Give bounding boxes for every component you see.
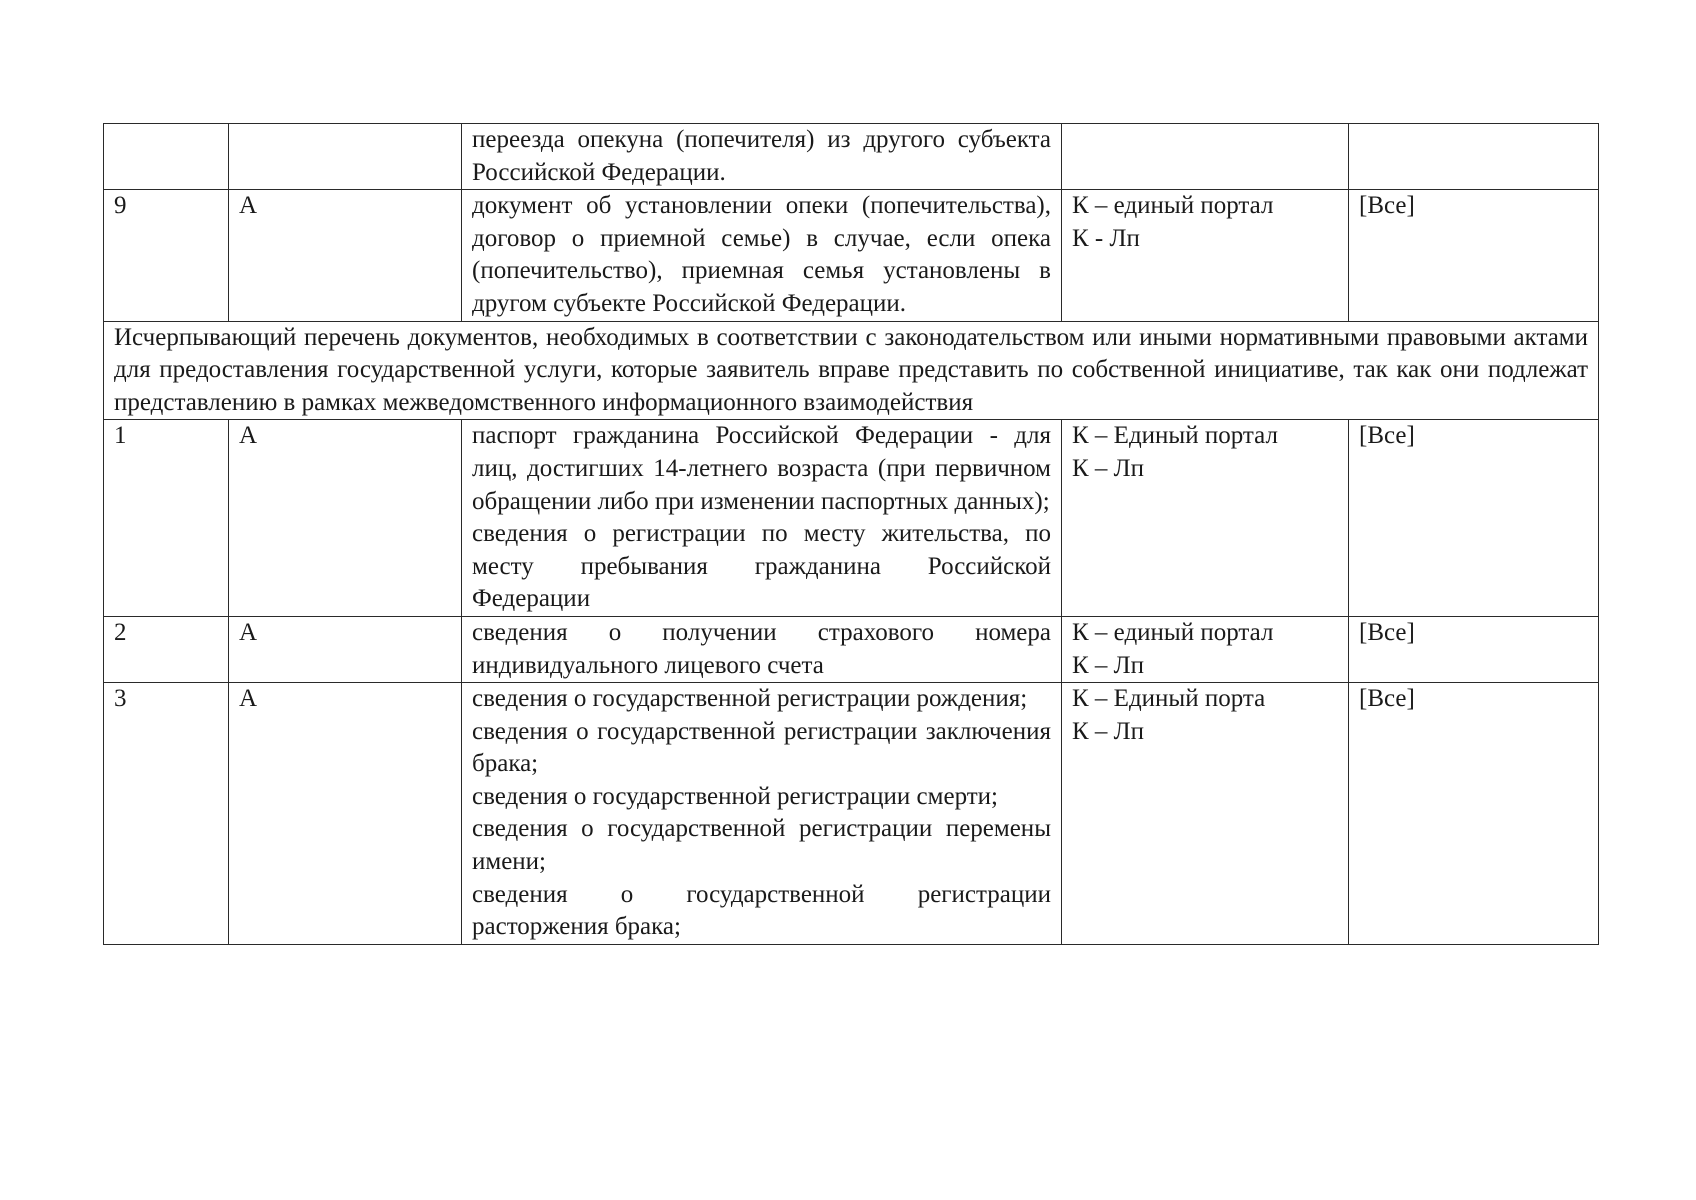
row-letter-cell: А: [229, 420, 462, 617]
description-text: паспорт гражданина Российской Федерации - для лиц, достигших 14-летнего возраста (при первичном обращении либо при изменении паспортных данных);: [472, 422, 1051, 515]
table-row: [104, 124, 1599, 190]
row-description-cell: [462, 420, 1062, 617]
documents-table: [103, 123, 1599, 945]
table-row: [104, 616, 1599, 682]
description-text: сведения о государственной регистрации перемены имени;: [472, 815, 1051, 876]
row-channel-cell: [1062, 124, 1349, 190]
description-text: сведения о регистрации по месту жительства, по месту пребывания гражданина Российской Федерации: [472, 520, 1051, 613]
description-text: сведения о государственной регистрации заключения брака;: [472, 717, 1051, 778]
row-number-cell: 9: [104, 190, 229, 321]
row-number-cell: 2: [104, 616, 229, 682]
channel-text: К – Лп: [1072, 651, 1145, 679]
row-number-cell: 1: [104, 420, 229, 617]
section-heading: Исчерпывающий перечень документов, необходимых в соответствии с законодательством или иными нормативными правовыми актами для предоставления государственной услуги, которые заявитель вправе представить по собственной инициативе, так как они подлежат представлению в рамках межведомственного информационного взаимодействия: [104, 321, 1599, 420]
channel-text: К – Лп: [1072, 454, 1145, 482]
row-scope-cell: [Все]: [1349, 420, 1599, 617]
row-channel-cell: [1062, 190, 1349, 321]
row-channel-cell: [1062, 616, 1349, 682]
table-row: [104, 190, 1599, 321]
row-description-cell: [462, 616, 1062, 682]
row-letter-cell: [229, 124, 462, 190]
row-letter-cell: А: [229, 683, 462, 945]
channel-text: К - Лп: [1072, 224, 1140, 252]
description-text: документ об установлении опеки (попечительства), договор о приемной семье) в случае, если опека (попечительство), приемная семья установлены в другом субъекте Российской Федерации.: [472, 192, 1051, 317]
row-scope-cell: [Все]: [1349, 683, 1599, 945]
row-scope-cell: [Все]: [1349, 616, 1599, 682]
channel-text: К – Единый порта: [1072, 685, 1266, 713]
channel-text: К – единый портал: [1072, 618, 1274, 646]
description-text: сведения о государственной регистрации смерти;: [472, 782, 998, 810]
row-description-cell: [462, 124, 1062, 190]
description-text: сведения о государственной регистрации расторжения брака;: [472, 880, 1051, 941]
row-scope-cell: [1349, 124, 1599, 190]
row-letter-cell: А: [229, 616, 462, 682]
section-heading-row: [104, 321, 1599, 420]
table-row: [104, 683, 1599, 945]
row-number-cell: 3: [104, 683, 229, 945]
row-description-cell: [462, 683, 1062, 945]
channel-text: К – Единый портал: [1072, 422, 1278, 450]
description-text: сведения о государственной регистрации рождения;: [472, 685, 1028, 713]
row-description-cell: [462, 190, 1062, 321]
channel-text: К – Лп: [1072, 717, 1145, 745]
description-text: сведения о получении страхового номера индивидуального лицевого счета: [472, 618, 1051, 679]
row-channel-cell: [1062, 683, 1349, 945]
channel-text: К – единый портал: [1072, 192, 1274, 220]
row-letter-cell: А: [229, 190, 462, 321]
row-scope-cell: [Все]: [1349, 190, 1599, 321]
row-channel-cell: [1062, 420, 1349, 617]
table-row: [104, 420, 1599, 617]
row-number-cell: [104, 124, 229, 190]
description-text: переезда опекуна (попечителя) из другого субъекта Российской Федерации.: [472, 126, 1051, 186]
